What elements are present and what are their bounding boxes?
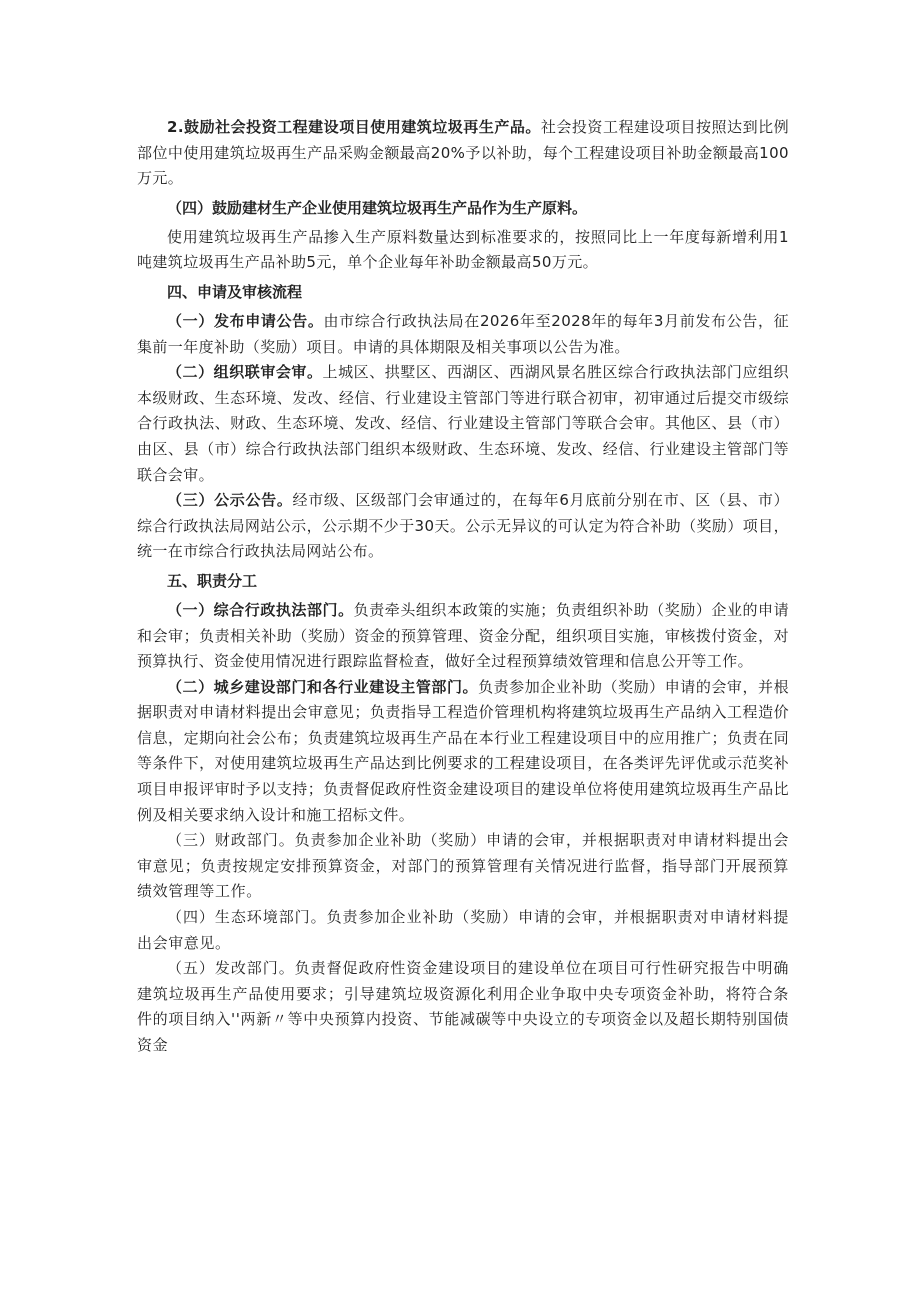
paragraph-text: （三）财政部门。负责参加企业补助（奖励）申请的会审，并根据职责对申请材料提出会审意见；负责按规定安排预算资金，对部门的预算管理有关情况进行监督，指导部门开展预算绩效管理等工作。	[137, 831, 789, 901]
paragraph-text: 上城区、拱墅区、西湖区、西湖风景名胜区综合行政执法部门应组织本级财政、生态环境、发改、经信、行业建设主管部门等进行联合初审，初审通过后提交市级综合行政执法、财政、生态环境、发改、经信、行业建设主管部门等联合会审。其他区、县（市）由区、县（市）综合行政执法部门组织本级财政、生态环境、发改、经信、行业建设主管部门等联合会审。	[137, 363, 789, 484]
paragraph-text: 使用建筑垃圾再生产品掺入生产原料数量达到标准要求的，按照同比上一年度每新增利用1吨建筑垃圾再生产品补助5元，单个企业每年补助金额最高50万元。	[137, 227, 789, 272]
paragraph-lead: （一）发布申请公告。	[167, 311, 324, 330]
paragraph-lead: （二）城乡建设部门和各行业建设主管部门。	[167, 677, 479, 696]
chapter-heading-text: 四、申请及审核流程	[167, 282, 303, 301]
paragraph-lead: （一）综合行政执法部门。	[167, 600, 354, 619]
paragraph-encourage-social-investment	[137, 115, 789, 192]
paragraph-development-reform-dept	[137, 956, 789, 1058]
paragraph-lead: 2.鼓励社会投资工程建设项目使用建筑垃圾再生产品。	[167, 118, 541, 136]
paragraph-text: 社会投资工程建设项目按照达到比例部位中使用建筑垃圾再生产品采购金额最高20%予以补助，每个工程建设项目补助金额最高100万元。	[137, 118, 790, 188]
paragraph-finance-dept	[137, 828, 789, 905]
paragraph-text: 经市级、区级部门会审通过的，在每年6月底前分别在市、区（县、市）综合行政执法局网站公示，公示期不少于30天。公示无异议的可认定为符合补助（奖励）项目，统一在市综合行政执法局网站公布。	[137, 491, 789, 561]
paragraph-construction-dept	[137, 675, 789, 829]
paragraph-raw-material-subsidy	[137, 225, 789, 276]
chapter-heading-text: 五、职责分工	[167, 571, 258, 590]
paragraph-joint-review	[137, 360, 789, 488]
chapter-heading-application-process	[137, 276, 789, 309]
paragraph-publish-announcement	[137, 309, 789, 360]
chapter-heading-responsibilities	[137, 565, 789, 598]
section-heading-text: （四）鼓励建材生产企业使用建筑垃圾再生产品作为生产原料。	[167, 198, 588, 217]
section-heading-four	[137, 192, 789, 225]
document-body	[137, 115, 789, 1059]
paragraph-lead: （二）组织联审会审。	[167, 363, 323, 382]
paragraph-public-notice	[137, 488, 789, 565]
paragraph-text: 由市综合行政执法局在2026年至2028年的每年3月前发布公告，征集前一年度补助（奖励）项目。申请的具体期限及相关事项以公告为准。	[137, 311, 789, 356]
paragraph-text: （四）生态环境部门。负责参加企业补助（奖励）申请的会审，并根据职责对申请材料提出会审意见。	[137, 908, 789, 952]
paragraph-law-enforcement-dept	[137, 598, 789, 675]
paragraph-text: （五）发改部门。负责督促政府性资金建设项目的建设单位在项目可行性研究报告中明确建筑垃圾再生产品使用要求；引导建筑垃圾资源化利用企业争取中央专项资金补助，将符合条件的项目纳入''两新〃等中央预算内投资、节能减碳等中央设立的专项资金以及超长期特别国债资金	[137, 959, 789, 1054]
paragraph-text: 负责参加企业补助（奖励）申请的会审，并根据职责对申请材料提出会审意见；负责指导工程造价管理机构将建筑垃圾再生产品纳入工程造价信息，定期向社会公布；负责建筑垃圾再生产品在本行业工程建设项目中的应用推广；负责在同等条件下，对使用建筑垃圾再生产品达到比例要求的工程建设项目，在各类评先评优或示范奖补项目申报评审时予以支持；负责督促政府性资金建设项目的建设单位将使用建筑垃圾再生产品比例及相关要求纳入设计和施工招标文件。	[137, 677, 789, 824]
paragraph-text: 负责牵头组织本政策的实施；负责组织补助（奖励）企业的申请和会审；负责相关补助（奖励）资金的预算管理、资金分配，组织项目实施，审核拨付资金，对预算执行、资金使用情况进行跟踪监督检查，做好全过程预算绩效管理和信息公开等工作。	[137, 600, 790, 671]
paragraph-ecology-dept	[137, 905, 789, 956]
paragraph-lead: （三）公示公告。	[167, 491, 293, 510]
